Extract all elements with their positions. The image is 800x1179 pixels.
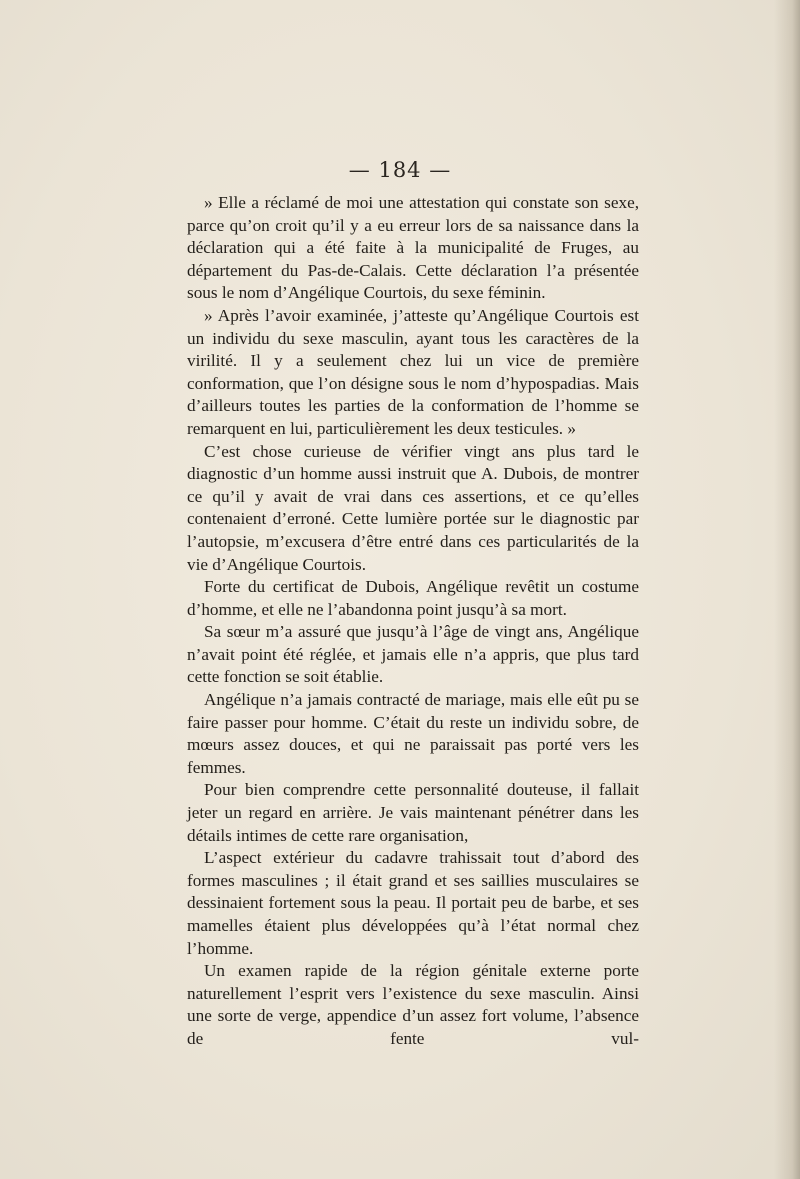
paragraph: Pour bien comprendre cette personnalité douteuse, il fallait jeter un regard en arrière. Je vais maintenant pénétrer dans les détails intimes de cette rare organisation, — [187, 780, 639, 845]
paragraph: L’aspect extérieur du cadavre trahissait tout d’abord des formes masculines ; il était grand et ses saillies musculaires se dessinaient fortement sous la peau. Il portait peu de barbe, et ses mamelles étaient plus développées qu’à l’état normal chez l’homme. — [187, 848, 639, 958]
paragraph: » Après l’avoir examinée, j’atteste qu’Angélique Courtois est un individu du sexe masculin, ayant tous les caractères de la virilité. Il y a seulement chez lui un vice de première conformation, que l’on désigne sous le nom d’hypospadias. Mais d’ailleurs toutes les parties de la conformation de l’homme se remarquent en lui, particulièrement les deux testicules. » — [187, 305, 639, 438]
paragraph: Un examen rapide de la région génitale externe porte naturellement l’esprit vers l’existence du sexe masculin. Ainsi une sorte de verge, appendice d’un assez fort volume, l’absence de fente vul- — [187, 961, 639, 1048]
paragraph: » Elle a réclamé de moi une attestation qui constate son sexe, parce qu’on croit qu’il y a eu erreur lors de sa naissance dans la déclaration qui a été faite à la municipalité de Fruges, au département du Pas-de-Calais. Cette déclaration l’a présentée sous le nom d’Angélique Courtois, du sexe féminin. — [187, 193, 639, 303]
body-text — [187, 192, 639, 1051]
paragraph: Forte du certificat de Dubois, Angélique revêtit un costume d’homme, et elle ne l’abandonna point jusqu’à sa mort. — [187, 577, 639, 619]
paragraph: C’est chose curieuse de vérifier vingt ans plus tard le diagnostic d’un homme aussi instruit que A. Dubois, de montrer ce qu’il y avait de vrai dans ces assertions, et ce qu’elles contenaient d’erroné. Cette lumière portée sur le diagnostic par l’autopsie, m’excusera d’être entré dans ces particularités de la vie d’Angélique Courtois. — [187, 441, 639, 574]
paragraph: Angélique n’a jamais contracté de mariage, mais elle eût pu se faire passer pour homme. C’était du reste un individu sobre, de mœurs assez douces, et qui ne paraissait pas porté vers les femmes. — [187, 690, 639, 777]
page-number: — 184 — — [348, 158, 452, 182]
paragraph: Sa sœur m’a assuré que jusqu’à l’âge de vingt ans, Angélique n’avait point été réglée, et jamais elle n’a appris, que plus tard cette fonction se soit établie. — [187, 622, 639, 687]
